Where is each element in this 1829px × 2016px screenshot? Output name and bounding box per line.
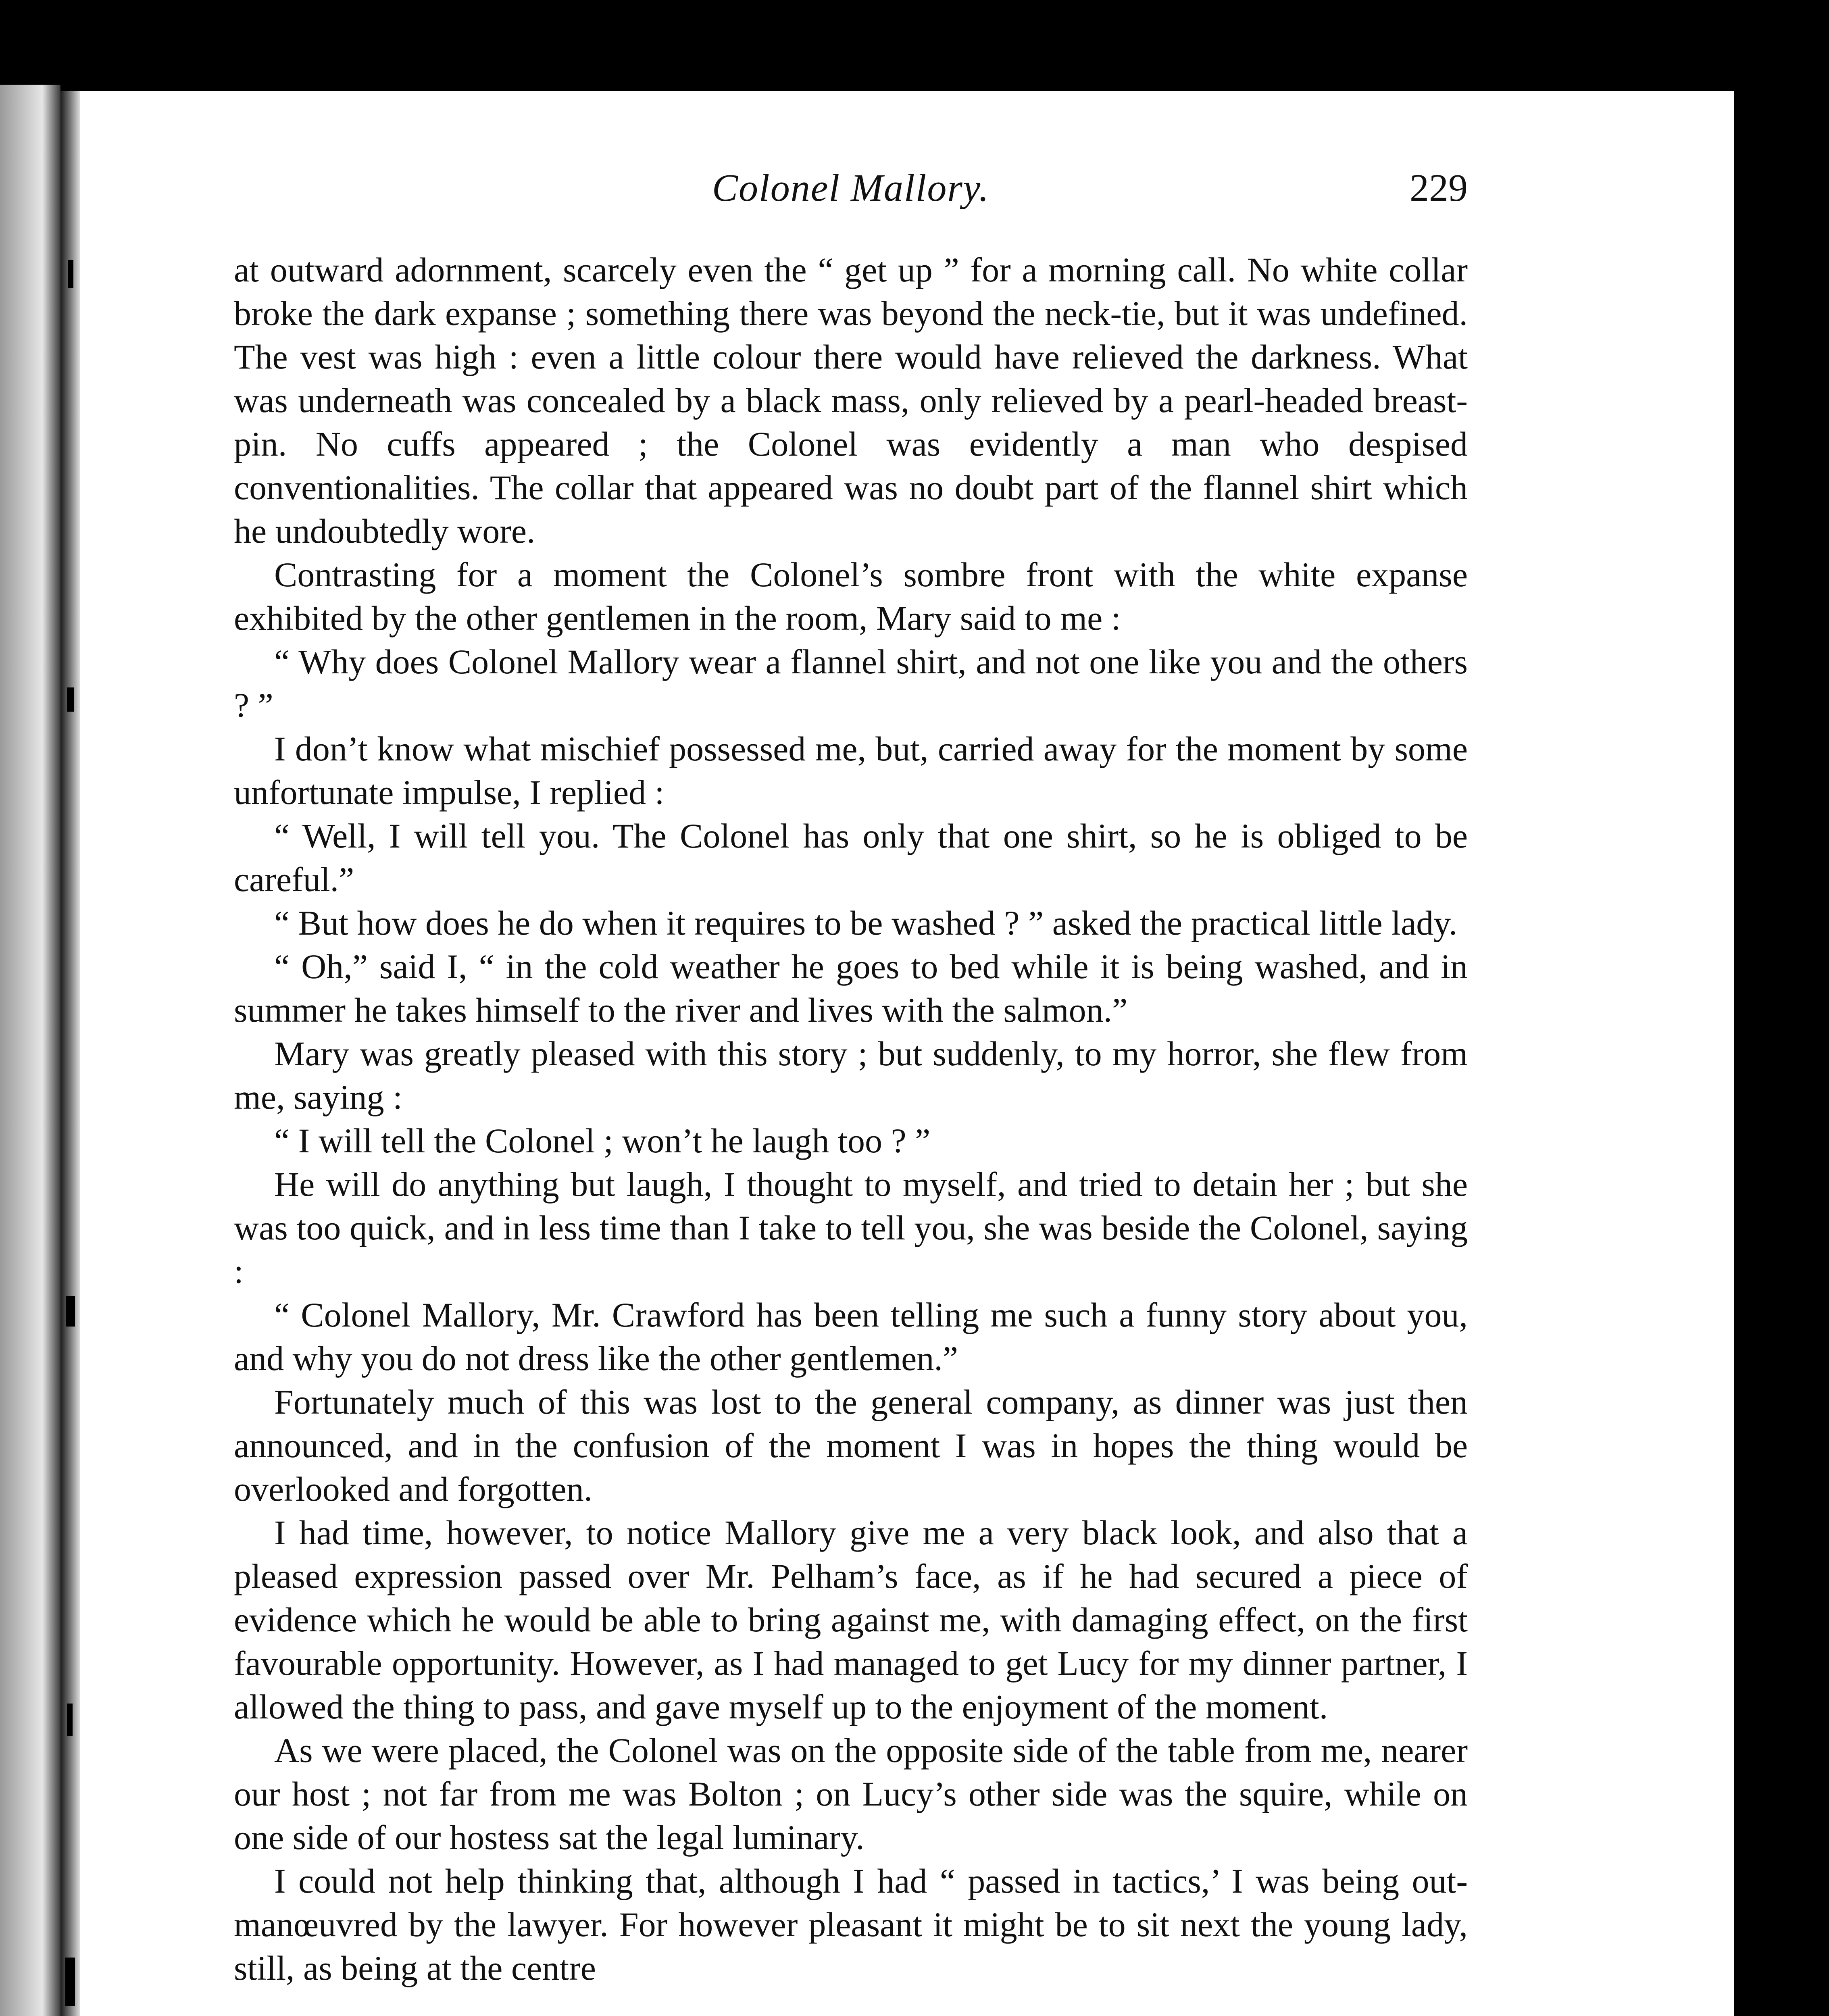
paragraph: “ Colonel Mallory, Mr. Crawford has been telling me such a funny story about you, and why you do not dress like the other gentlemen.” <box>234 1295 1468 1378</box>
binding-mark <box>67 1704 73 1736</box>
binding-mark <box>65 1958 75 2006</box>
running-title: Colonel Mallory. <box>712 166 989 209</box>
paragraph: I don’t know what mischief possessed me, but, carried away for the moment by some unfortunate impulse, I replied : <box>234 729 1468 812</box>
binding-mark <box>68 260 73 288</box>
paragraph: Mary was greatly pleased with this story ; but suddenly, to my horror, she flew from me, saying : <box>234 1034 1468 1116</box>
paragraph: I could not help thinking that, although I had “ passed in tactics,’ I was being out-manœuvred by the lawyer. For however pleasant it might be to sit next the young lady, still, as being at the centre <box>234 1862 1468 1987</box>
paragraph: Fortunately much of this was lost to the general company, as dinner was just then announced, and in the confusion of the moment I was in hopes the thing would be overlooked and forgotten. <box>234 1383 1468 1508</box>
paragraph: “ I will tell the Colonel ; won’t he laugh too ? ” <box>274 1121 931 1160</box>
binding-mark <box>66 1296 75 1327</box>
body-text <box>234 248 1468 1990</box>
paragraph: I had time, however, to notice Mallory give me a very black look, and also that a pleased expression passed over Mr. Pelham’s face, as if he had secured a piece of evidence which he would be able to bring against me, with damaging effect, on the first favourable opportunity. However, as I had managed to get Lucy for my dinner partner, I allowed the thing to pass, and gave myself up to the enjoyment of the moment. <box>234 1513 1468 1726</box>
paragraph: “ Why does Colonel Mallory wear a flannel shirt, and not one like you and the others ? ” <box>234 642 1468 725</box>
paragraph: “ But how does he do when it requires to be washed ? ” asked the practical little lady. <box>274 904 1458 942</box>
running-header <box>234 161 1468 222</box>
page-number: 229 <box>1410 166 1468 209</box>
paragraph: at outward adornment, scarcely even the “ get up ” for a morning call. No white collar broke the dark expanse ; something there was beyond the neck-tie, but it was undefined. The vest was high : even a little colour there would have relieved the darkness. What was underneath was concealed by a black mass, only relieved by a pearl-headed breast-pin. No cuffs appeared ; the Colonel was evidently a man who despised conventionalities. The collar that appeared was no doubt part of the flannel shirt which he undoubtedly wore. <box>234 250 1468 550</box>
paragraph: As we were placed, the Colonel was on the opposite side of the table from me, nearer our host ; not far from me was Bolton ; on Lucy’s other side was the squire, while on one side of our hostess sat the legal luminary. <box>234 1731 1468 1857</box>
paragraph: “ Well, I will tell you. The Colonel has only that one shirt, so he is obliged to be careful.” <box>234 816 1468 899</box>
paragraph: Contrasting for a moment the Colonel’s sombre front with the white expanse exhibited by the other gentlemen in the room, Mary said to me : <box>234 555 1468 637</box>
paragraph: “ Oh,” said I, “ in the cold weather he goes to bed while it is being washed, and in summer he takes himself to the river and lives with the salmon.” <box>234 947 1468 1029</box>
paragraph: He will do anything but laugh, I thought to myself, and tried to detain her ; but she was too quick, and in less time than I take to tell you, she was beside the Colonel, saying : <box>234 1165 1468 1291</box>
previous-page-edge <box>0 85 60 2016</box>
binding-mark <box>67 687 74 712</box>
